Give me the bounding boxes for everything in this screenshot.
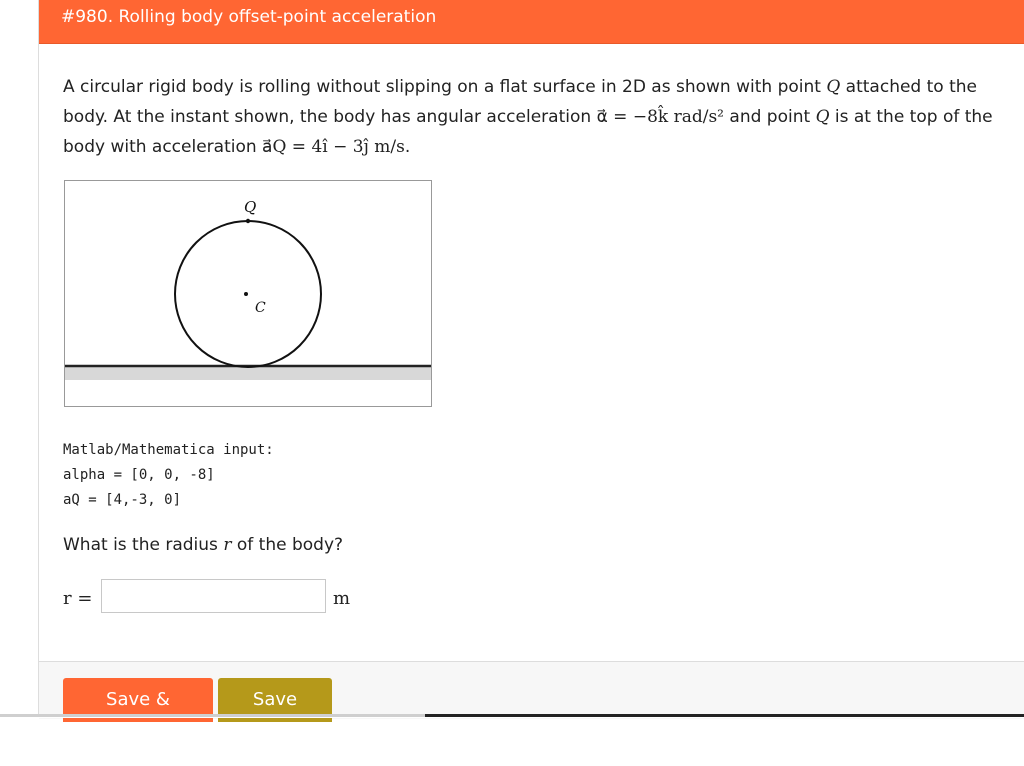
code-heading: Matlab/Mathematica input: [63,442,274,458]
code-aq: aQ = [4,-3, 0] [63,492,182,508]
question-footer [39,661,1024,754]
answer-unit: m [333,588,351,609]
question-card [38,0,1024,754]
question-body [63,72,1013,609]
ground-surface [65,366,431,380]
problem-statement: A circular rigid body is rolling without slipping on a flat surface in 2D as shown with point Q attached to the body. At the instant shown, the body has angular acceleration α⃗ = −8k̂ rad/s² and point Q is at the top of the body with acceleration a⃗Q = 4î − 3ĵ m/s. [63,77,993,157]
question-title: #980. Rolling body offset-point acceleration [61,7,437,27]
code-input-block [63,438,274,513]
radius-input[interactable] [101,579,326,613]
point-q-symbol: Q [826,77,841,97]
label-c: C [255,300,266,316]
save-only-button[interactable]: Save only [218,678,332,722]
scrollbar-track[interactable] [0,714,425,717]
center-c-marker [244,292,248,296]
alpha-expression: α⃗ = −8k̂ rad/s² [596,107,724,127]
point-q-marker [246,219,250,223]
label-q: Q [244,198,257,216]
rolling-body-diagram [65,181,431,406]
scrollbar-thumb[interactable] [425,714,1024,717]
sub-question: What is the radius r of the body? [63,535,344,555]
rolling-body-figure [64,180,432,407]
answer-label: r = [63,588,93,609]
question-header [39,0,1024,44]
radius-symbol: r [223,535,232,555]
answer-row [63,579,383,617]
acceleration-expression: a⃗Q = 4î − 3ĵ m/s [262,137,405,157]
point-q-symbol-2: Q [815,107,830,127]
code-alpha: alpha = [0, 0, -8] [63,467,215,483]
horizontal-scrollbar[interactable] [0,714,1024,718]
save-and-grade-button[interactable]: Save & Grade [63,678,213,722]
